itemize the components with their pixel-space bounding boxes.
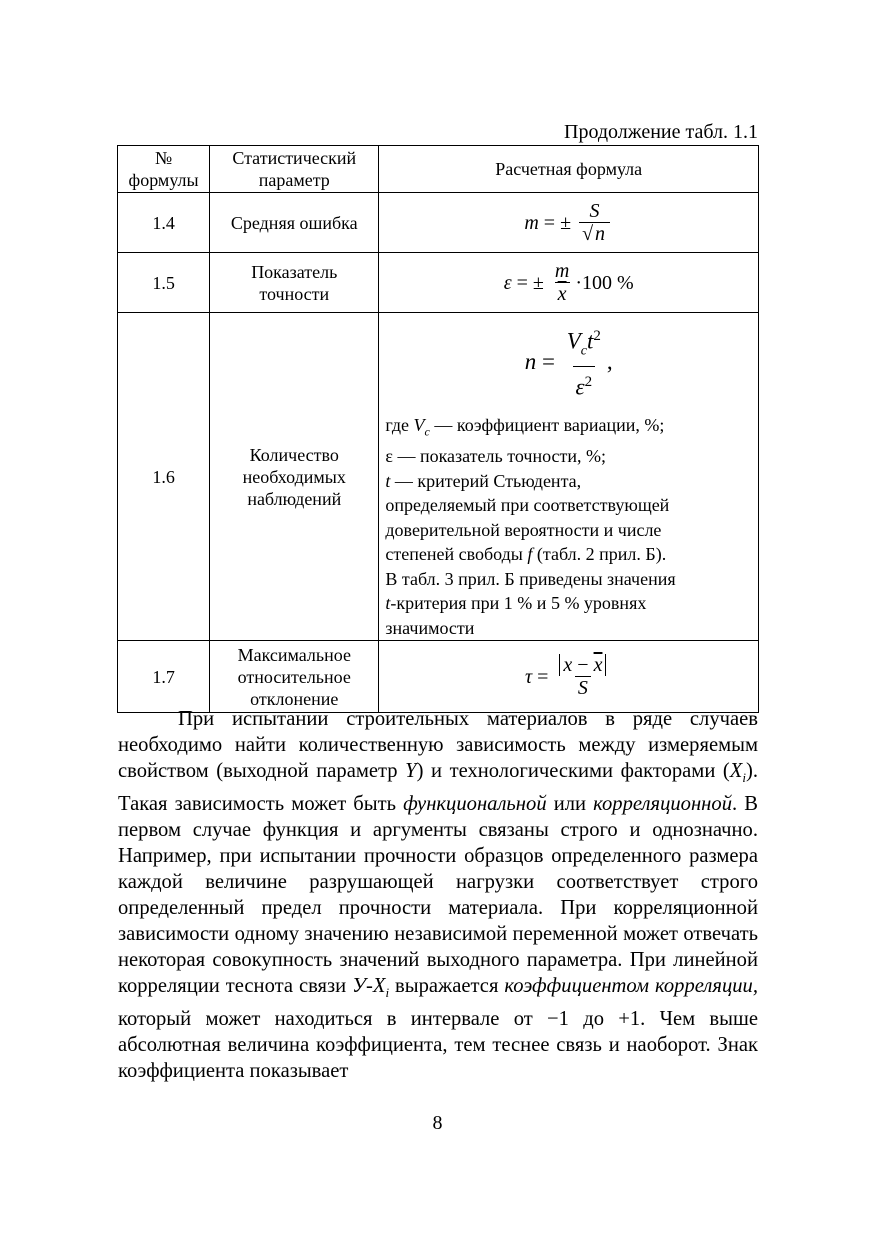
formula-lhs: ε [503, 271, 512, 294]
formula-fraction [552, 260, 572, 305]
param-line: необходимых [242, 466, 346, 487]
row-formula [379, 313, 759, 641]
fraction-denominator: $\varepsilon^2$ [573, 366, 596, 403]
note-line: доверительной вероятности и числе [385, 519, 662, 540]
fraction-denominator: x [555, 282, 570, 305]
fraction-numerator [556, 654, 609, 676]
formula-fraction [556, 654, 609, 699]
note-line: где $V_c$ — коэффициент вариации, %; [385, 414, 665, 439]
header-formula-number [118, 146, 210, 193]
formula-fraction [564, 321, 604, 403]
fraction-numerator: S [589, 200, 600, 222]
formula-op: = ± [511, 271, 549, 294]
formula-max-deviation [525, 654, 613, 699]
term-functional: функциональной [403, 793, 547, 816]
sqrt-radicand: n [595, 223, 606, 245]
header-num-line1: № [154, 148, 173, 168]
formula-mean-error [524, 200, 613, 245]
note-line: определяемый при соответствующей [385, 495, 670, 515]
note-line: степеней свободы f (табл. 2 прил. Б). [385, 544, 667, 564]
formula-table [117, 145, 759, 713]
formula-lhs: n [524, 348, 537, 374]
table-caption: Продолжение табл. 1.1 [564, 121, 758, 143]
row-number: 1.4 [118, 193, 210, 253]
note-line: ε — показатель точности, %; [385, 446, 607, 466]
row-parameter [210, 313, 379, 641]
absolute-value: $x - \overline{x}$ [559, 654, 606, 676]
table-row [118, 641, 759, 713]
note-line: t-критерия при 1 % и 5 % уровнях [385, 593, 647, 613]
param-line: отклонение [250, 688, 339, 709]
row-formula [379, 193, 759, 253]
sqrt-symbol: √ n [582, 223, 606, 245]
row-number: 1.6 [118, 313, 210, 641]
header-stat-parameter [210, 146, 379, 193]
paragraph-text: При испытании строительных материалов в ряде случаев необходимо найти количественную зависимость между измеряемым свойством (выходной параметр Y) и технологическими факторами $(X_i)$. Такая зависимость может быть функциональной или корреляционной. В первом случае функция и аргументы связаны строго и однозначно. Например, при испытании прочности образцов определенного размера каждой величине разрушающей нагрузки соответствует строго определенный предел прочности материала. При корреляционной зависимости одному значению независимой переменной может отвечать некоторая совокупность значений выходного параметра. При линейной корреляции теснота связи $У-X_i$ выражается коэффициентом корреляции, который может находиться в интервале от −1 до +1. Чем выше абсолютная величина коэффициента, тем теснее связь и наоборот. Знак коэффициента показывает [118, 708, 759, 1083]
table-row [118, 193, 759, 253]
note-line: В табл. 3 прил. Б приведены значения [385, 568, 676, 589]
formula-sample-size [385, 321, 752, 403]
param-line: наблюдений [247, 488, 342, 509]
header-formula: Расчетная формула [379, 146, 759, 193]
note-line: t — критерий Стьюдента, [385, 470, 582, 491]
note-line: значимости [385, 617, 475, 638]
header-param-line2: параметр [258, 170, 330, 190]
param-line: Показатель [251, 261, 338, 282]
fraction-numerator: $V_ct^2$ [566, 328, 601, 359]
formula-op: = ± [538, 211, 577, 234]
header-param-line1: Статистический [232, 148, 357, 168]
row-formula [379, 641, 759, 713]
term-correlational: корреляционной [593, 793, 732, 816]
param-line: Максимальное [237, 644, 351, 665]
fraction-numerator: m [554, 260, 570, 282]
formula-op: = [536, 348, 561, 374]
fraction-denominator [579, 222, 610, 245]
row-number: 1.7 [118, 641, 210, 713]
formula-accuracy [504, 260, 634, 305]
param-line: точности [259, 283, 330, 304]
formula-lhs: τ [524, 665, 533, 688]
fraction-denominator: S [575, 676, 591, 699]
formula-notes [385, 413, 752, 640]
formula-op: = [532, 665, 554, 688]
formula-tail: , [606, 348, 613, 374]
header-num-line2: формулы [128, 170, 199, 190]
row-number: 1.5 [118, 253, 210, 313]
table-header-row [118, 146, 759, 193]
row-parameter: Средняя ошибка [210, 193, 379, 253]
body-paragraph [118, 706, 758, 1084]
row-parameter [210, 253, 379, 313]
page-number: 8 [432, 1112, 443, 1134]
table-row [118, 313, 759, 641]
term-correlation-coefficient: коэффициентом корреляции, [504, 975, 758, 998]
row-formula [379, 253, 759, 313]
formula-fraction [579, 200, 610, 245]
formula-tail: ·100 % [575, 271, 634, 294]
row-parameter [210, 641, 379, 713]
param-line: Количество [249, 444, 339, 465]
table-row [118, 253, 759, 313]
formula-lhs: m [524, 211, 539, 234]
param-line: относительное [237, 666, 351, 687]
